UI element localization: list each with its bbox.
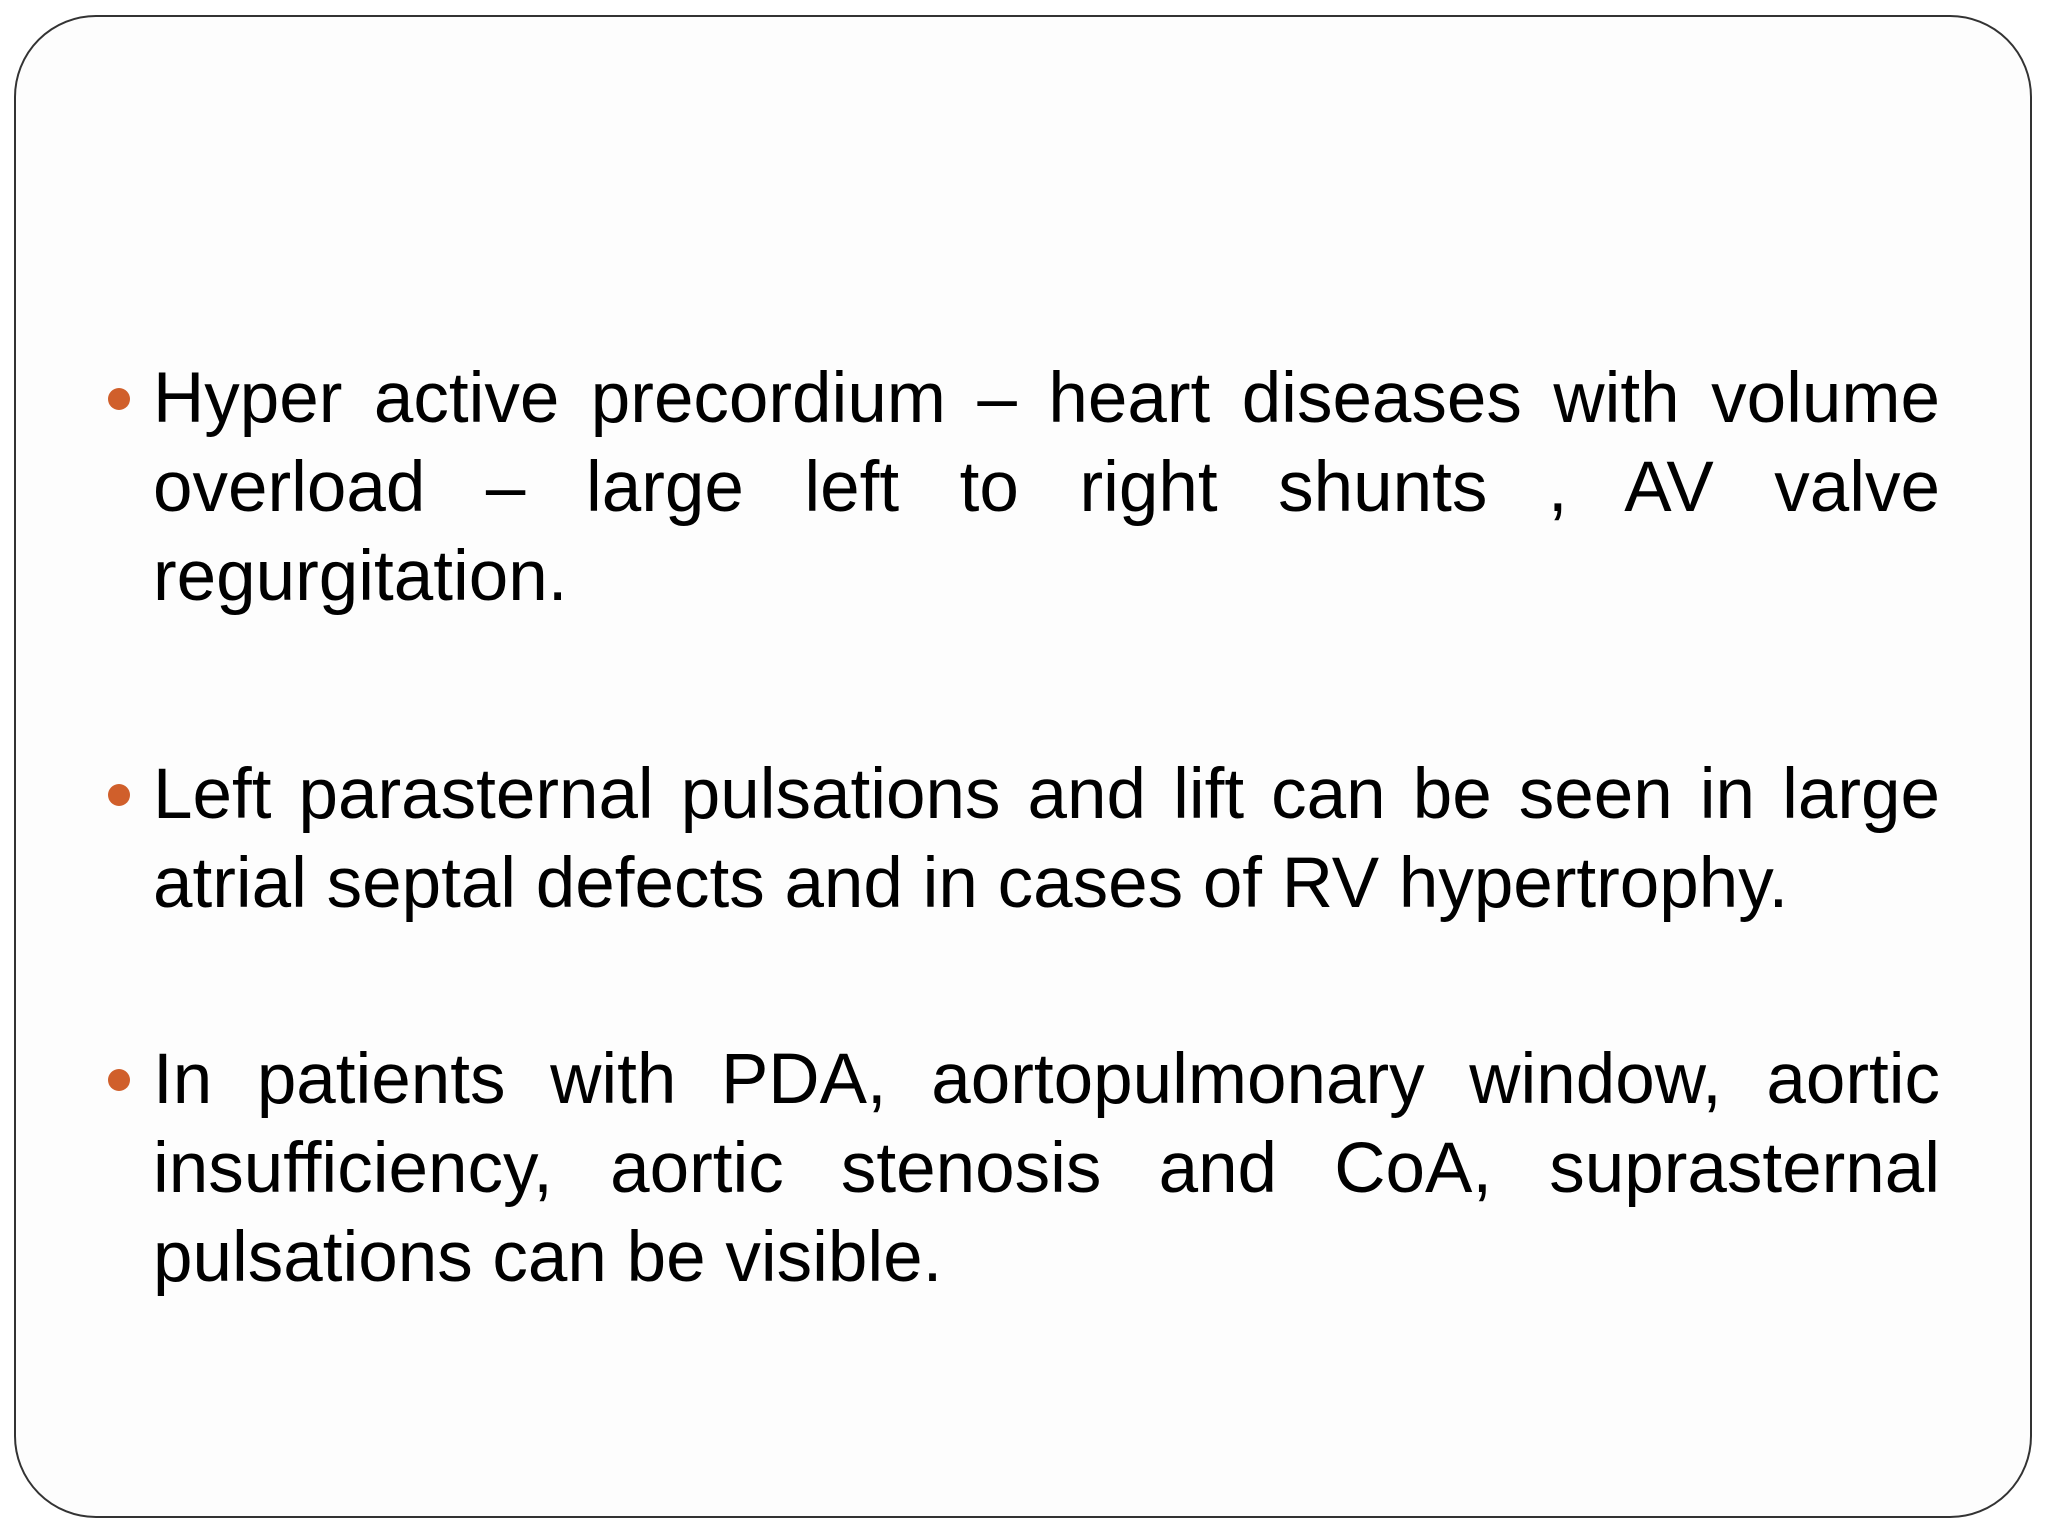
- bullet-item: [153, 354, 1940, 621]
- bullet-dot-icon: [108, 784, 130, 806]
- bullet-item: [153, 1035, 1940, 1302]
- bullet-text: In patients with PDA, aortopulmonary window, aortic insufficiency, aortic stenosis and CoA, suprasternal pulsations can be visible.: [153, 1040, 1940, 1297]
- bullet-text: Hyper active precordium – heart diseases with volume overload – large left to right shunts , AV valve regurgitation.: [153, 359, 1940, 616]
- bullet-dot-icon: [108, 1069, 130, 1091]
- bullet-list: [16, 17, 2030, 1516]
- bullet-item: [153, 750, 1940, 928]
- bullet-dot-icon: [108, 388, 130, 410]
- bullet-text: Left parasternal pulsations and lift can be seen in large atrial septal defects and in cases of RV hypertrophy.: [153, 755, 1940, 923]
- slide-frame: [14, 15, 2032, 1518]
